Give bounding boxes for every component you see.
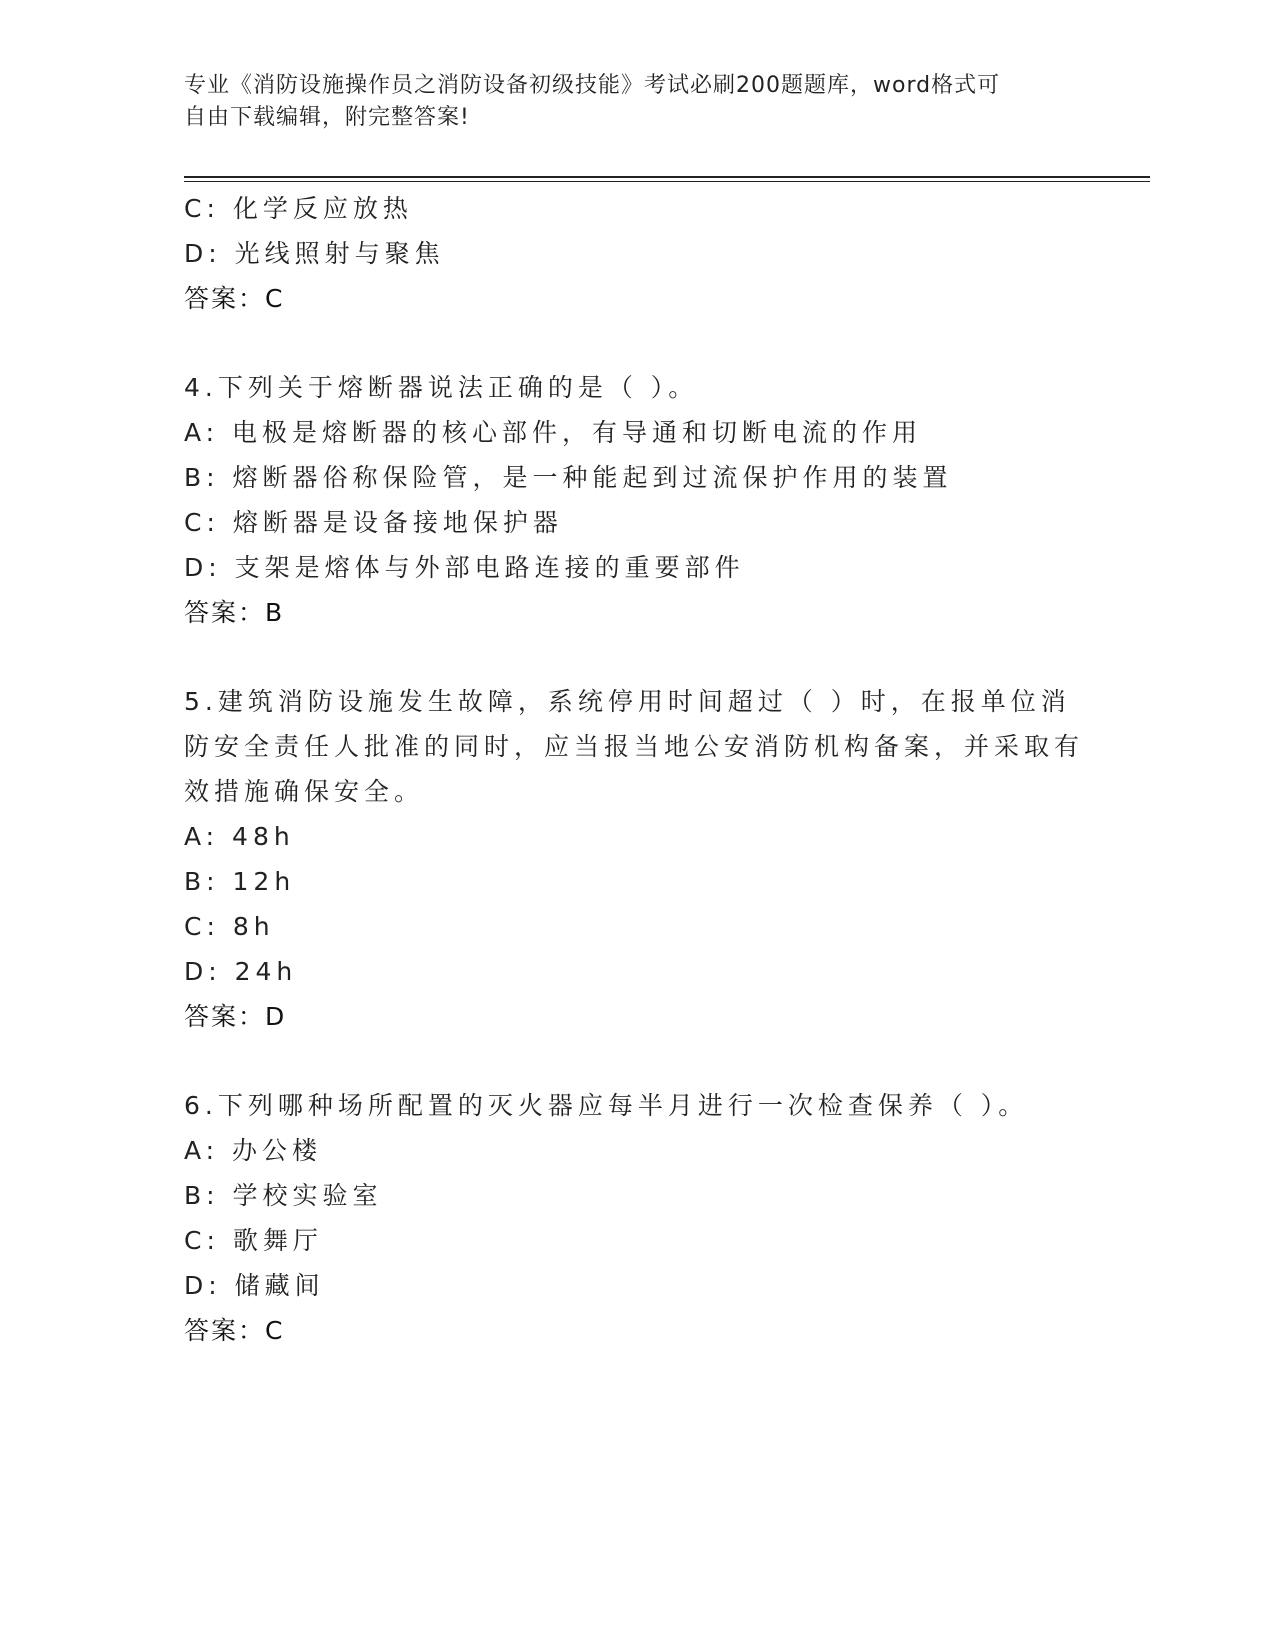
question-text-line-3: 效措施确保安全。 <box>184 777 425 806</box>
option-d: D: 24h <box>184 957 298 986</box>
option-c: C: 熔断器是设备接地保护器 <box>184 508 563 537</box>
option-a: A: 办公楼 <box>184 1136 323 1165</box>
option-d: D: 储藏间 <box>184 1271 325 1300</box>
question-4 <box>184 365 1064 635</box>
spacer <box>184 1039 1064 1083</box>
question-text: 6.下列哪种场所配置的灭火器应每半月进行一次检查保养（ ）。 <box>184 1091 1029 1120</box>
document-body <box>184 186 1085 1353</box>
answer-label: 答案：C <box>184 284 285 313</box>
header-title-line-2: 自由下载编辑，附完整答案! <box>184 105 470 130</box>
answer-label: 答案：B <box>184 598 285 627</box>
header-divider-thin <box>184 181 1150 182</box>
option-d: D: 支架是熔体与外部电路连接的重要部件 <box>184 553 745 582</box>
question-text-line-2: 防安全责任人批准的同时，应当报当地公安消防机构备案，并采取有 <box>184 732 1085 761</box>
option-a: A: 电极是熔断器的核心部件，有导通和切断电流的作用 <box>184 418 923 447</box>
option-a: A: 48h <box>184 822 295 851</box>
option-d: D: 光线照射与聚焦 <box>184 239 445 268</box>
option-b: B: 学校实验室 <box>184 1181 383 1210</box>
question-6 <box>184 1083 1064 1353</box>
option-c: C: 8h <box>184 912 275 941</box>
spacer <box>184 635 1064 679</box>
question-text-line-1: 5.建筑消防设施发生故障，系统停用时间超过（ ）时，在报单位消 <box>184 687 1071 716</box>
option-c: C: 化学反应放热 <box>184 194 413 223</box>
header-divider-thick <box>184 176 1150 178</box>
option-c: C: 歌舞厅 <box>184 1226 323 1255</box>
answer-label: 答案：C <box>184 1316 285 1345</box>
question-3-continued <box>184 186 1064 321</box>
question-5 <box>184 679 1085 1039</box>
question-text: 4.下列关于熔断器说法正确的是（ ）。 <box>184 373 699 402</box>
answer-label: 答案：D <box>184 1002 287 1031</box>
header-title-line-1: 专业《消防设施操作员之消防设备初级技能》考试必刷200题题库，word格式可 <box>184 73 1001 98</box>
option-b: B: 12h <box>184 867 296 896</box>
option-b: B: 熔断器俗称保险管，是一种能起到过流保护作用的装置 <box>184 463 953 492</box>
spacer <box>184 321 1064 365</box>
document-header <box>184 70 1064 134</box>
